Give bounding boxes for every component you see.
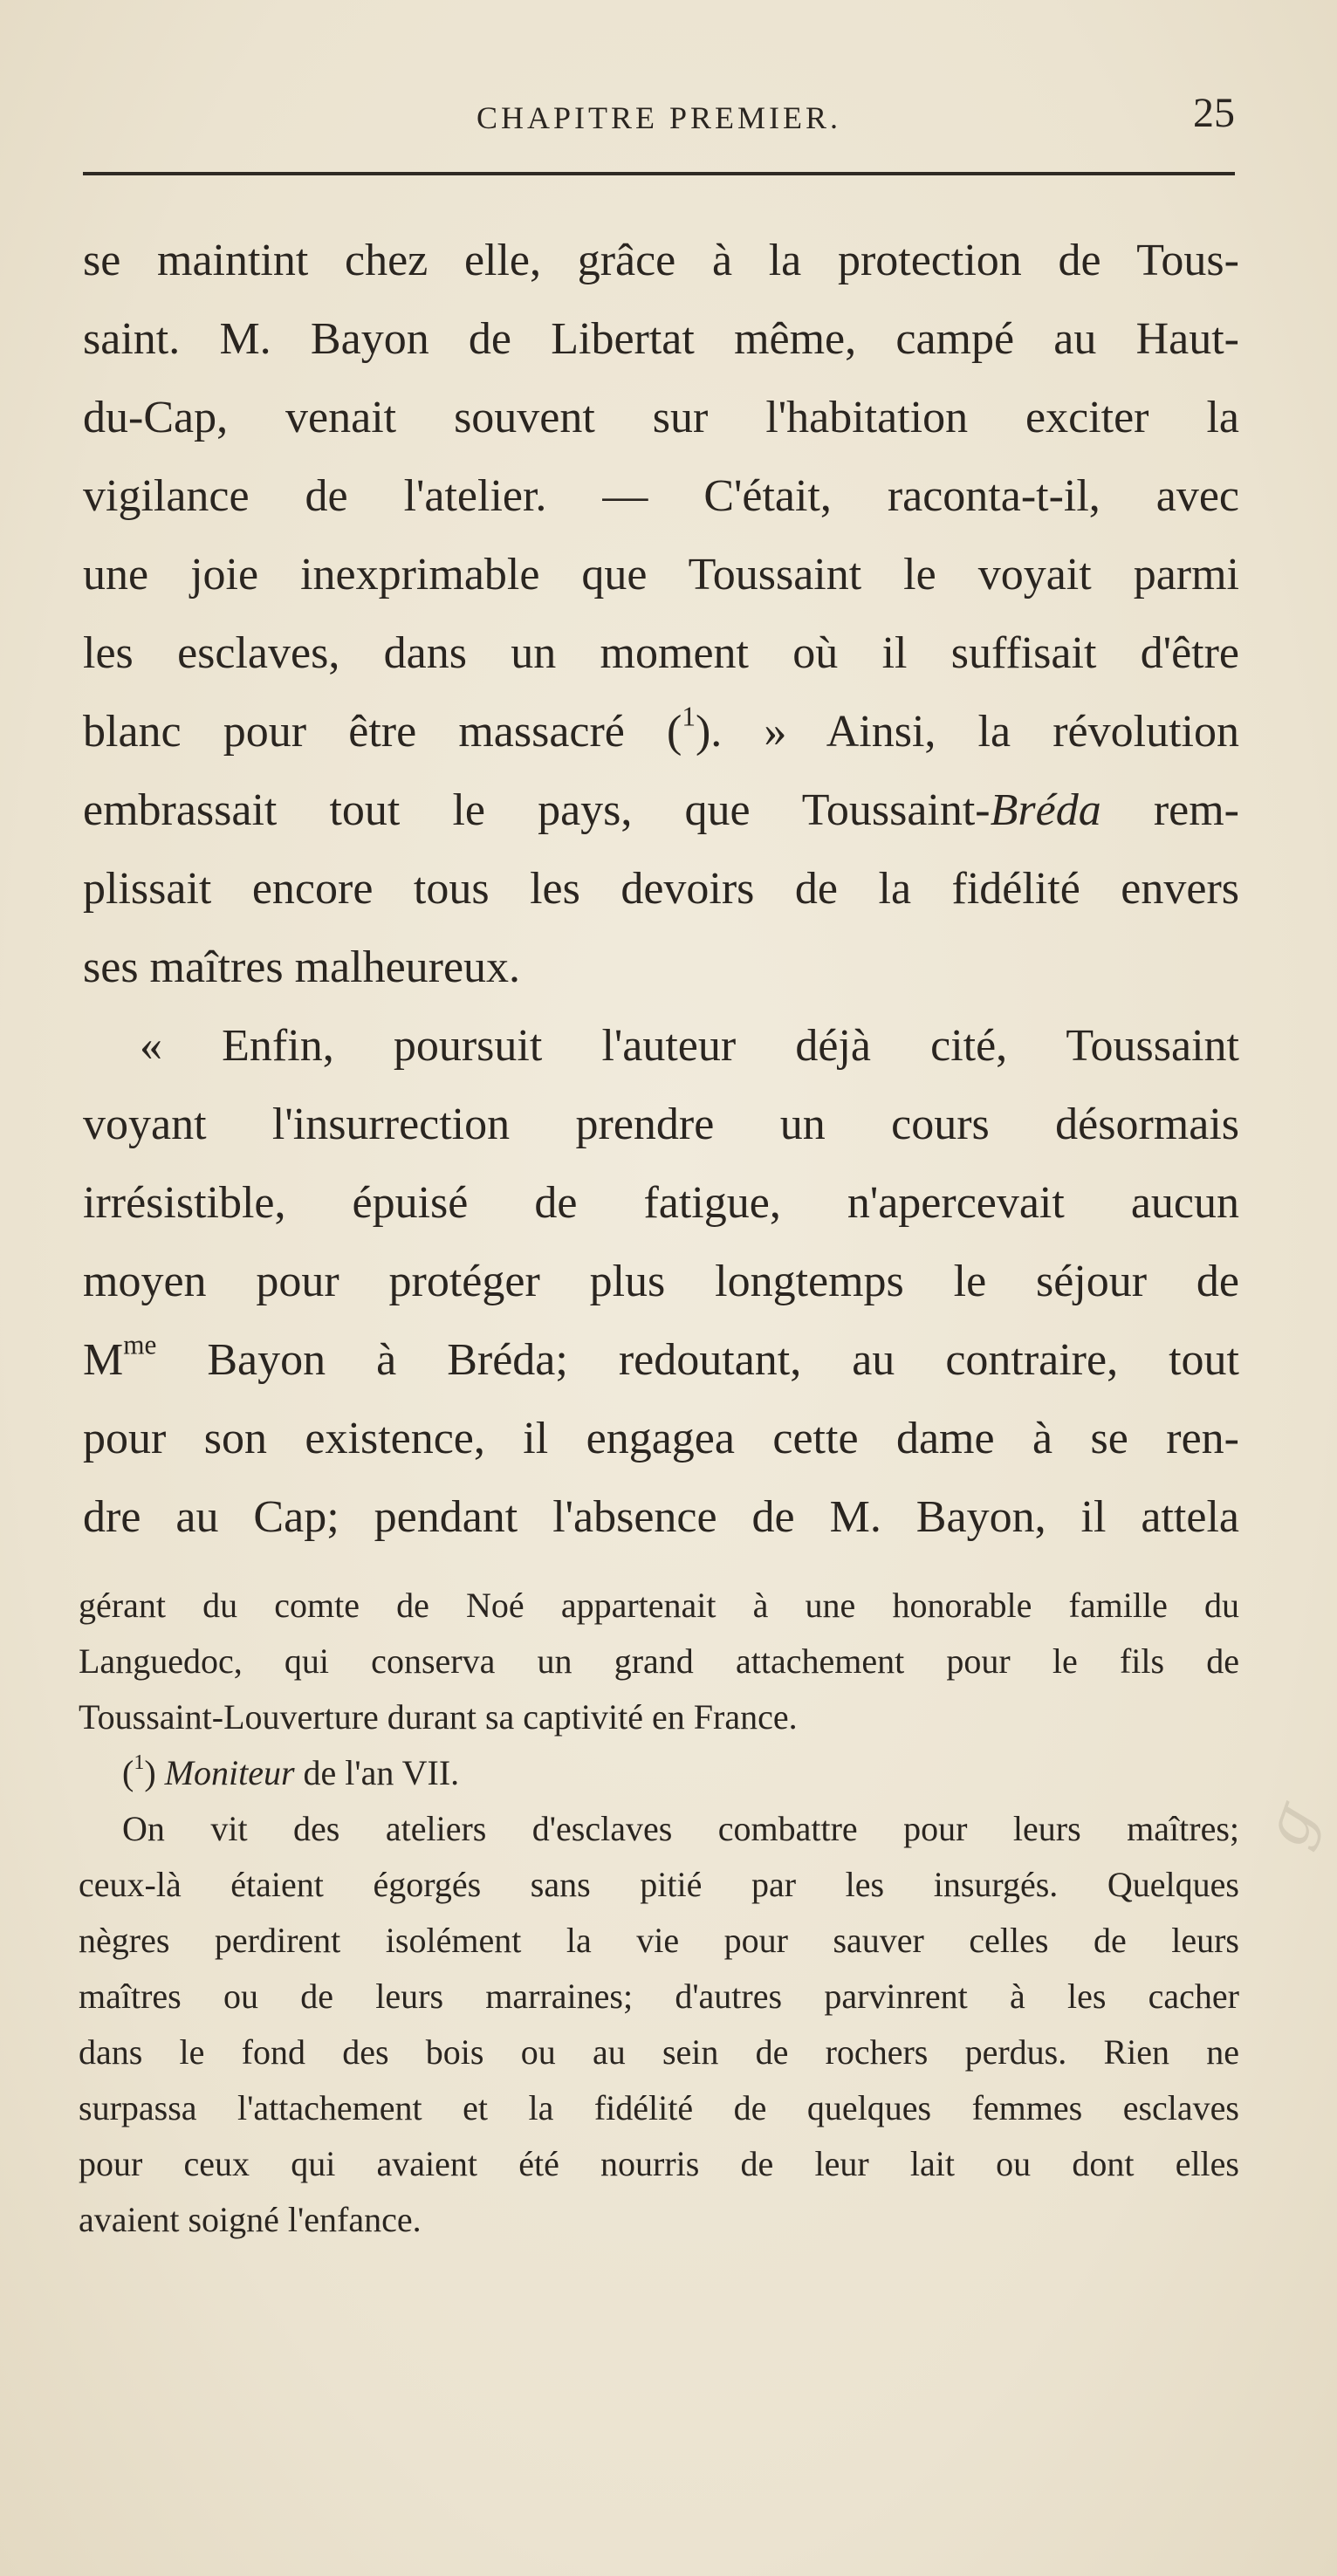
footnote-source-title: Moniteur [164, 1753, 295, 1792]
text-line: se maintint chez elle, grâce à la protection de Tous- [83, 236, 1239, 285]
footnote-line: ceux-là étaient égorgés sans pitié par les insurgés. Quelques [79, 1865, 1239, 1904]
italic-name: Bréda [990, 785, 1101, 835]
text-line: « Enfin, poursuit l'auteur déjà cité, Toussaint [140, 1021, 1239, 1071]
footnote-line: maîtres ou de leurs marraines; d'autres parvinrent à les cacher [79, 1977, 1239, 2016]
footnote-line: surpassa l'attachement et la fidélité de quelques femmes esclaves [79, 2088, 1239, 2127]
text-line: les esclaves, dans un moment où il suffisait d'être [83, 628, 1239, 678]
text-line: dre au Cap; pendant l'absence de M. Bayon, il attela [83, 1492, 1239, 1542]
footnotes [79, 1578, 1239, 2248]
footnote-line: On vit des ateliers d'esclaves combattre pour leurs maîtres; [122, 1809, 1239, 1848]
title-abbrev: me [123, 1329, 157, 1360]
text-fragment: ). » Ainsi, la révolution [695, 707, 1239, 757]
text-line: une joie inexprimable que Toussaint le voyait parmi [83, 550, 1239, 599]
text-line: irrésistible, épuisé de fatigue, n'apercevait aucun [83, 1178, 1239, 1228]
main-text [83, 222, 1239, 1557]
text-line [83, 771, 1239, 850]
text-line: vigilance de l'atelier. — C'était, raconta-t-il, avec [83, 471, 1239, 521]
footnote-line: Toussaint-Louverture durant sa captivité en France. [79, 1697, 798, 1737]
text-fragment: M [83, 1335, 124, 1385]
footnote-source-rest: de l'an VII. [294, 1753, 460, 1792]
page-number: 25 [1193, 90, 1235, 136]
footnote-marker-close: ) [144, 1753, 156, 1792]
footnote-line: Languedoc, qui conserva un grand attachement pour le fils de [79, 1641, 1239, 1681]
text-fragment: Bayon à Bréda; redoutant, au contraire, tout [156, 1335, 1239, 1385]
text-fragment: rem- [1100, 785, 1239, 835]
footnote-line: dans le fond des bois ou au sein de rochers perdus. Rien ne [79, 2032, 1239, 2072]
footnote-line: avaient soigné l'enfance. [79, 2200, 422, 2239]
text-line: pour son existence, il engagea cette dame à se ren- [83, 1414, 1239, 1463]
header-rule [83, 172, 1235, 175]
text-line [83, 693, 1239, 771]
text-fragment: blanc pour être massacré ( [83, 707, 682, 757]
text-line: du-Cap, venait souvent sur l'habitation exciter la [83, 393, 1239, 442]
text-line: moyen pour protéger plus longtemps le séjour de [83, 1257, 1239, 1306]
footnote-line: nègres perdirent isolément la vie pour sauver celles de leurs [79, 1921, 1239, 1960]
running-header [83, 87, 1235, 148]
footnote-marker-open: ( [122, 1753, 134, 1792]
text-line [83, 1321, 1239, 1400]
text-fragment: embrassait tout le pays, que Toussaint- [83, 785, 991, 835]
text-line: voyant l'insurrection prendre un cours désormais [83, 1100, 1239, 1149]
footnote-marker: 1 [134, 1751, 145, 1774]
text-line: ses maîtres malheureux. [83, 942, 521, 992]
text-line: plissait encore tous les devoirs de la fidélité envers [83, 864, 1239, 914]
footnote-line: gérant du comte de Noé appartenait à une honorable famille du [79, 1586, 1239, 1625]
footnote-line: pour ceux qui avaient été nourris de leur lait ou dont elles [79, 2144, 1239, 2183]
text-line: saint. M. Bayon de Libertat même, campé au Haut- [83, 314, 1239, 364]
chapter-title: CHAPITRE PREMIER. [476, 100, 842, 135]
footnote-ref: 1 [682, 701, 696, 732]
pencil-mark: ɡ [1249, 1793, 1330, 1856]
footnote-1-source [79, 1745, 1239, 1801]
